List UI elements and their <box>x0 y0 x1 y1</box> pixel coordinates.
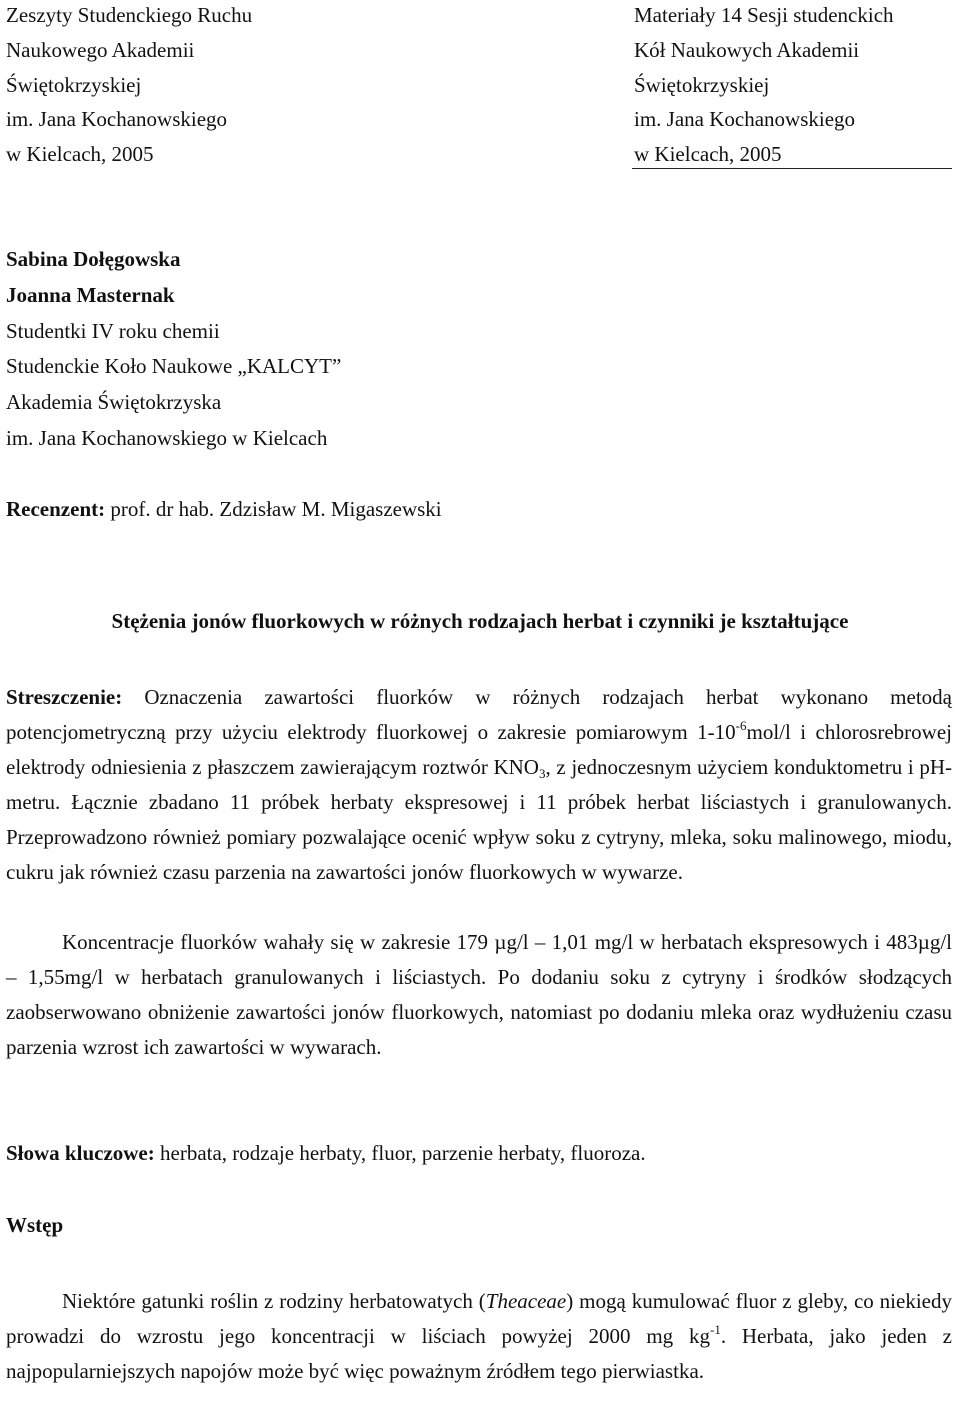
abstract-text: mol/l i chlorosrebrowej elektrody odniesienia z płaszczem zawierającym roztwór KNO <box>6 720 952 779</box>
intro-paragraph <box>6 1284 952 1389</box>
header-left-line: Zeszyty Studenckiego Ruchu <box>6 3 253 27</box>
reviewer-name: prof. dr hab. Zdzisław M. Migaszewski <box>105 497 442 521</box>
header-left-line: w Kielcach, 2005 <box>6 142 154 167</box>
keywords-text: herbata, rodzaje herbaty, fluor, parzenie herbaty, fluoroza. <box>154 1141 646 1165</box>
subscript: 3 <box>538 766 546 781</box>
reviewer-label: Recenzent: <box>6 497 106 521</box>
affiliation-line: Akademia Świętokrzyska <box>6 390 222 415</box>
header-left-line: Naukowego Akademii <box>6 37 195 62</box>
header-right-line: Kół Naukowych Akademii <box>634 37 860 62</box>
affiliation-line: im. Jana Kochanowskiego w Kielcach <box>6 425 328 450</box>
author-name: Joanna Masternak <box>6 282 175 307</box>
header-left-line: im. Jana Kochanowskiego <box>6 107 228 132</box>
section-heading: Wstęp <box>6 1213 64 1237</box>
reviewer-line <box>6 492 442 527</box>
taxon-name: Theaceae <box>485 1289 567 1313</box>
header-right-line: w Kielcach, 2005 <box>634 142 782 167</box>
exponent: -1 <box>709 1322 721 1337</box>
abstract-label: Streszczenie: <box>6 685 123 709</box>
keywords-label: Słowa kluczowe: <box>6 1141 155 1165</box>
exponent: -6 <box>735 718 747 733</box>
header-right-line: Świętokrzyskiej <box>634 72 770 97</box>
affiliation-line: Studentki IV roku chemii <box>6 318 220 343</box>
author-block <box>6 242 341 457</box>
abstract-text: , z jednoczesnym użyciem konduktometru i pH-metru. Łącznie zbadano 11 próbek herbaty ekspresowej i 11 próbek herbat liściastych i granulowanych. Przeprowadzono również pomiary pozwalające ocenić wpływ soku z cytryny, mleka, soku malinowego, miodu, cukru jak również czasu parzenia na zawartości jonów fluorkowych w wywarze. <box>6 755 952 884</box>
abstract-paragraph-2: Koncentracje fluorków wahały się w zakresie 179 µg/l – 1,01 mg/l w herbatach ekspresowych i 483µg/l – 1,55mg/l w herbatach granulowanych i liściastych. Po dodaniu soku z cytryny i środków słodzących zaobserwowano obniżenie zawartości jonów fluorkowych, natomiast po dodaniu mleka oraz wydłużeniu czasu parzenia wzrost ich zawartości w wywarach. <box>6 930 952 1059</box>
paper-title: Stężenia jonów fluorkowych w różnych rodzajach herbat i czynniki je kształtujące <box>111 609 849 633</box>
journal-header-left <box>6 0 252 172</box>
author-name: Sabina Dołęgowska <box>6 247 181 271</box>
journal-header-right <box>634 0 894 172</box>
intro-text: . Herbata, jako jeden z najpopularniejszych napojów może być więc poważnym źródłem tego pierwiastka. <box>6 1324 952 1383</box>
abstract-paragraph <box>6 680 952 890</box>
header-divider <box>632 168 952 169</box>
intro-text: Niektóre gatunki roślin z rodziny herbatowatych ( <box>62 1289 486 1313</box>
header-right-line: im. Jana Kochanowskiego <box>634 107 856 132</box>
header-left-line: Świętokrzyskiej <box>6 72 142 97</box>
intro-text: ) mogą kumulować fluor z gleby, co niekiedy prowadzi do wzrostu jego koncentracji w liściach powyżej 2000 mg kg <box>6 1289 952 1348</box>
header-right-line: Materiały 14 Sesji studenckich <box>634 3 894 27</box>
abstract-text: Oznaczenia zawartości fluorków w różnych rodzajach herbat wykonano metodą potencjometryczną przy użyciu elektrody fluorkowej o zakresie pomiarowym 1-10 <box>6 685 952 744</box>
keywords-line <box>6 1136 952 1171</box>
affiliation-line: Studenckie Koło Naukowe „KALCYT” <box>6 354 342 379</box>
